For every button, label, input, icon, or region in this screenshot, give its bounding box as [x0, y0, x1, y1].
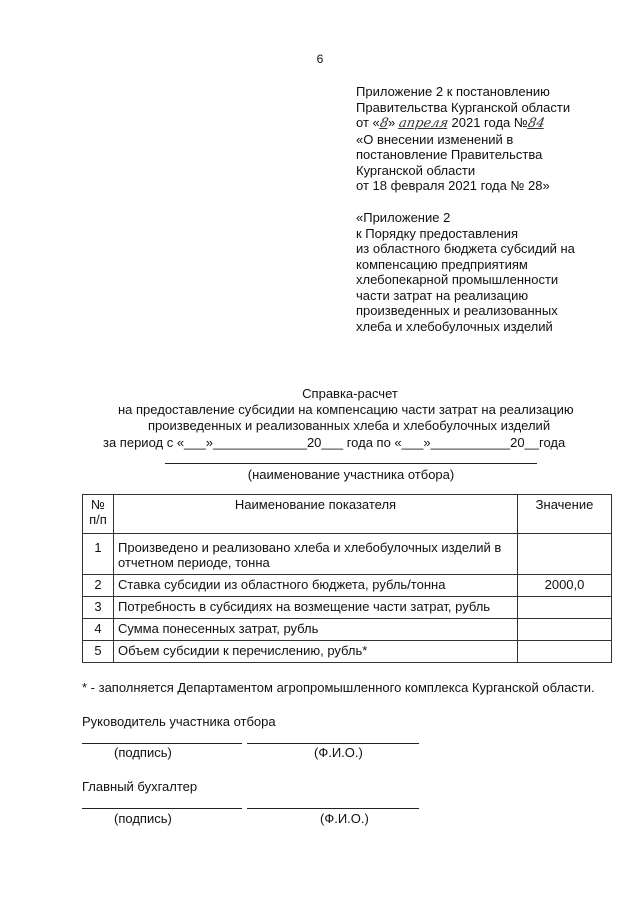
accountant-signature-line — [82, 808, 242, 809]
row-number: 4 — [83, 619, 114, 641]
header-indicator: Наименование показателя — [114, 495, 518, 534]
row-value: 2000,0 — [518, 575, 612, 597]
table-row — [83, 534, 612, 575]
appendix-ref-line: «Приложение 2 — [356, 210, 451, 225]
table-row — [83, 619, 612, 641]
appendix-header-line: постановление Правительства — [356, 147, 543, 162]
indicators-table — [82, 494, 612, 663]
appendix-date-line — [356, 115, 626, 132]
row-indicator: Объем субсидии к перечислению, рубль* — [114, 641, 518, 663]
appendix-header — [356, 84, 626, 194]
period-line: за период с «___»_____________20___ года по «___»___________20__года — [103, 435, 566, 450]
accountant-name-caption: (Ф.И.О.) — [320, 811, 369, 826]
row-indicator: Ставка субсидии из областного бюджета, рубль/тонна — [114, 575, 518, 597]
appendix-header-line: Правительства Курганской области — [356, 99, 571, 115]
appendix-header-line: Курганской области — [356, 162, 476, 178]
appendix-ref-line: хлеба и хлебобулочных изделий — [356, 318, 553, 334]
appendix-header-line: Приложение 2 к постановлению — [356, 84, 550, 99]
row-indicator: Потребность в субсидиях на возмещение части затрат, рубль — [114, 597, 518, 619]
appendix-ref-line: части затрат на реализацию — [356, 287, 529, 303]
header-number: № п/п — [83, 495, 114, 534]
table-row — [83, 597, 612, 619]
participant-name-caption: (наименование участника отбора) — [247, 467, 455, 482]
row-indicator: Сумма понесенных затрат, рубль — [114, 619, 518, 641]
appendix-ref-line: к Порядку предоставления — [356, 225, 518, 241]
page-number: 6 — [316, 52, 324, 66]
table-row — [83, 575, 612, 597]
accountant-signature-caption: (подпись) — [114, 811, 172, 826]
row-number: 1 — [83, 534, 114, 575]
head-signature-line — [82, 743, 242, 744]
participant-name-line — [165, 463, 537, 464]
appendix-ref-line: из областного бюджета субсидий на — [356, 241, 575, 256]
date-prefix: от « — [356, 115, 380, 130]
head-name-caption: (Ф.И.О.) — [314, 745, 363, 760]
row-number: 2 — [83, 575, 114, 597]
handwritten-day: 8 — [378, 116, 390, 131]
row-value — [518, 619, 612, 641]
appendix-header-line: «О внесении изменений в — [356, 131, 514, 147]
handwritten-month: апреля — [397, 116, 450, 131]
row-value — [518, 641, 612, 663]
head-name-line — [247, 743, 419, 744]
appendix-header-line: от 18 февраля 2021 года № 28» — [356, 178, 550, 193]
footnote: * - заполняется Департаментом агропромышленного комплекса Курганской области. — [82, 680, 595, 695]
row-value — [518, 534, 612, 575]
head-signature-label: Руководитель участника отбора — [82, 714, 276, 729]
date-mid: » — [388, 115, 399, 130]
row-number: 5 — [83, 641, 114, 663]
form-subtitle: произведенных и реализованных хлеба и хлебобулочных изделий — [148, 418, 551, 433]
accountant-signature-label: Главный бухгалтер — [82, 779, 198, 794]
table-header-row — [83, 495, 612, 534]
form-subtitle: на предоставление субсидии на компенсацию части затрат на реализацию — [118, 402, 574, 417]
accountant-name-line — [247, 808, 419, 809]
row-indicator: Произведено и реализовано хлеба и хлебобулочных изделий в отчетном периоде, тонна — [114, 534, 518, 575]
table-row — [83, 641, 612, 663]
row-number: 3 — [83, 597, 114, 619]
appendix-ref-line: хлебопекарной промышленности — [356, 272, 559, 287]
head-signature-caption: (подпись) — [114, 745, 172, 760]
row-value — [518, 597, 612, 619]
appendix-ref-line: компенсацию предприятиям — [356, 256, 528, 272]
date-suffix: 2021 года № — [447, 115, 528, 130]
appendix-ref-line: произведенных и реализованных — [356, 303, 558, 318]
header-value: Значение — [518, 495, 612, 534]
handwritten-number: 84 — [526, 116, 546, 131]
appendix-reference — [356, 210, 626, 334]
form-title: Справка-расчет — [302, 386, 398, 401]
